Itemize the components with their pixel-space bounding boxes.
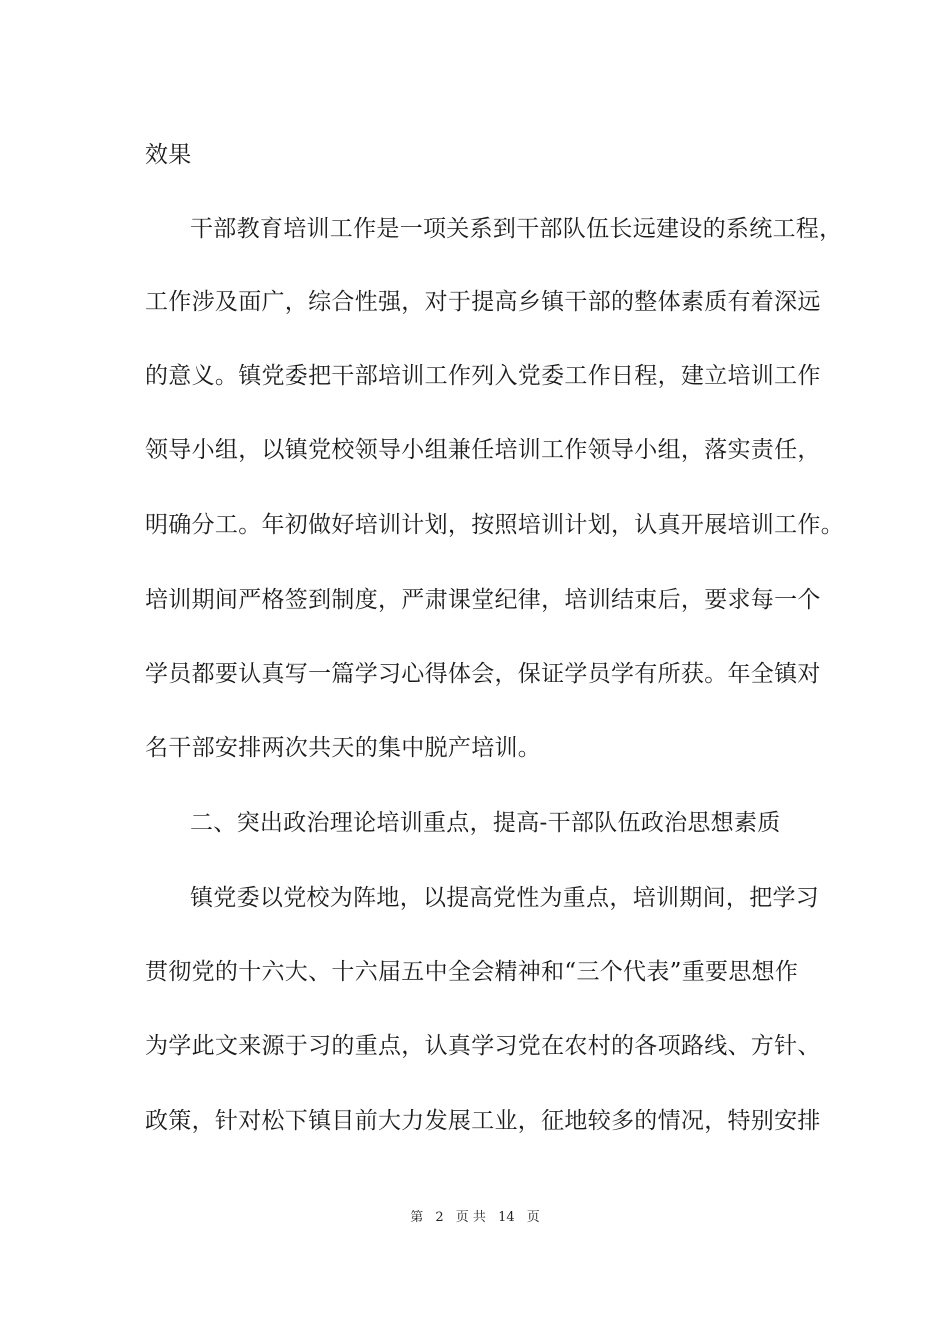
footer-page-number: 2 — [435, 1210, 444, 1225]
text-line-5: 领导小组，以镇党校领导小组兼任培训工作领导小组，落实责任， — [145, 437, 821, 463]
footer-middle: 页 共 — [455, 1210, 486, 1225]
text-line-6: 明确分工。年初做好培训计划，按照培训计划，认真开展培训工作。 — [145, 512, 844, 538]
text-line-8: 学员都要认真写一篇学习心得体会，保证学员学有所获。年全镇对 — [145, 661, 821, 687]
text-line-14: 政策，针对松下镇目前大力发展工业，征地较多的情况，特别安排 — [145, 1108, 821, 1134]
text-line-11: 镇党委以党校为阵地，以提高党性为重点，培训期间，把学习 — [190, 885, 820, 911]
text-line-13: 为学此文来源于习的重点，认真学习党在农村的各项路线、方针、 — [145, 1033, 821, 1059]
footer-suffix: 页 — [526, 1210, 540, 1225]
text-line-3: 工作涉及面广，综合性强，对于提高乡镇干部的整体素质有着深远 — [145, 289, 821, 315]
text-line-1: 效果 — [145, 142, 192, 168]
section-heading: 二、突出政治理论培训重点，提高-干部队伍政治思想素质 — [190, 810, 781, 836]
text-line-7: 培训期间严格签到制度，严肃课堂纪律，培训结束后，要求每一个 — [145, 587, 821, 613]
text-line-12: 贯彻党的十六大、十六届五中全会精神和“三个代表”重要思想作 — [145, 959, 799, 985]
text-line-4: 的意义。镇党委把干部培训工作列入党委工作日程，建立培训工作 — [145, 363, 821, 389]
footer-prefix: 第 — [410, 1210, 424, 1225]
text-line-2: 干部教育培训工作是一项关系到干部队伍长远建设的系统工程， — [190, 216, 843, 242]
page-footer — [0, 1209, 950, 1227]
text-line-9: 名干部安排两次共天的集中脱产培训。 — [145, 735, 542, 761]
footer-total-pages: 14 — [498, 1210, 515, 1225]
